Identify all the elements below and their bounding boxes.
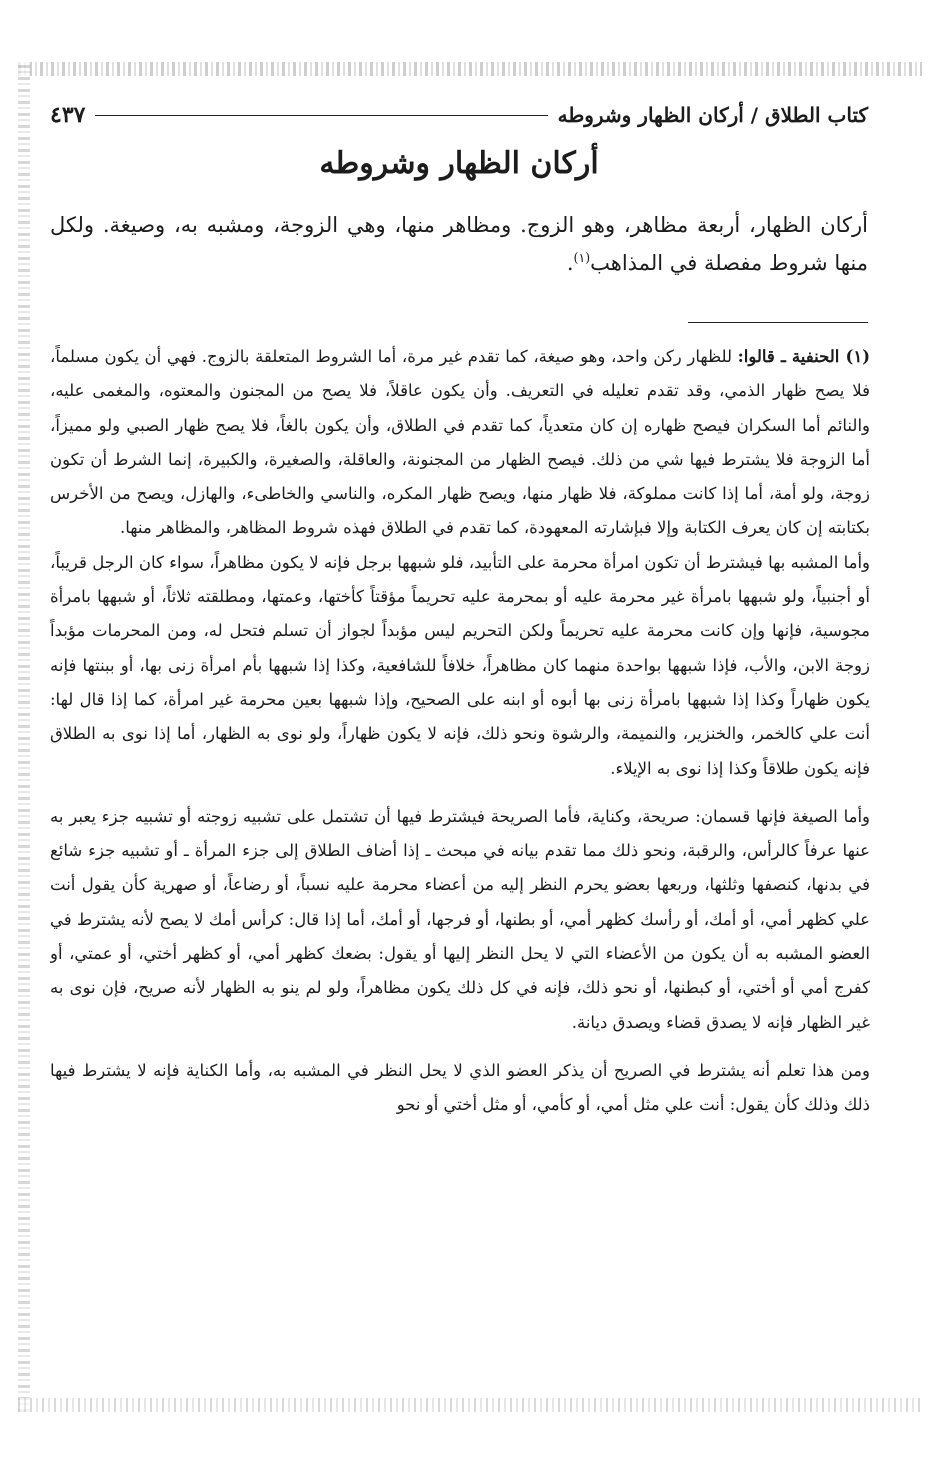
footnote-reference[interactable]: (١) — [573, 250, 591, 265]
footnote-paragraph-2: وأما المشبه بها فيشترط أن تكون امرأة محرمة على التأبيد، فلو شبهها برجل فإنه لا يكون مظاهراً، سواء كان الرجل قريباً، أو أجنبياً، ولو شبهها بامرأة غير محرمة عليه أو بمحرمة عليه تحريماً مؤقتاً كأختها، وعمتها، ومطلقته ثلاثاً، أو شبهها بامرأة مجوسية، فإنها وإن كانت محرمة عليه تحريماً ولكن التحريم ليس مؤبداً لجواز أن تسلم فتحل له، ومن المحرمات مؤبداً زوجة الابن، والأب، فإذا شبهها بواحدة منهما كان مظاهراً، خلافاً للشافعية، وكذا إذا شبهها بأم امرأة زنى بها، أو ببنتها فإنه يكون ظهاراً وكذا إذا شبهها بامرأة زنى بها أبوه أو ابنه على الصحيح، وإذا شبهها بعين محرمة غير امرأة، كما إذا قال لها: أنت علي كالخمر، والخنزير، والنميمة، والرشوة ونحو ذلك، فإنه لا يكون ظهاراً، ولو نوى به الظهار، أما إذا نوى به الطلاق فإنه يكون طلاقاً وكذا إذا نوى به الإيلاء. — [50, 552, 870, 778]
decorative-border-left — [18, 62, 30, 1412]
footnote-paragraph-1 — [50, 340, 870, 546]
running-title: كتاب الطلاق / أركان الظهار وشروطه — [557, 103, 868, 127]
intro-text: أركان الظهار، أربعة مظاهر، وهو الزوج. ومظاهر منها، وهي الزوجة، ومشبه به، وصيغة. ولكل منها شروط مفصلة في المذاهب — [50, 213, 868, 275]
section-title: أركان الظهار وشروطه — [319, 146, 599, 181]
footnote-paragraph-3: وأما الصيغة فإنها قسمان: صريحة، وكناية، فأما الصريحة فيشترط فيها أن تشتمل على تشبيه زوجته أو تشبيه جزء يعبر به عنها عرفاً كالرأس، والرقبة، ونحو ذلك مما تقدم بيانه في مبحث ـ إذا أضاف الطلاق إلى جزء المرأة ـ أو تشبيه جزء شائع في بدنها، كنصفها وثلثها، وربعها بعضو يحرم النظر إليه من أعضاء محرمة عليه نسباً، أو رضاعاً، أو صهرية كأن يقول أنت علي كظهر أمي، أو أمك، أو رأسك كظهر أمي، أو بطنها، أو فرجها، أو أمك، أما إذا قال: كرأس أمك لا يصح لأنه يشترط في العضو المشبه به أن يكون من الأعضاء التي لا يحل النظر إليها أو يقول: بضعك كظهر أمي، أو كظهر أختي، أو عمتي، أو كفرج أمي أو أختي، أو كبطنها، أو نحو ذلك، فإنه في كل ذلك يكون مظاهراً، ولو لم ينو به الظهار لأنه صريح، فإن نوى به غير الظهار فإنه لا يصدق قضاء ويصدق ديانة. — [50, 806, 870, 1032]
footnote-text-1: للظهار ركن واحد، وهو صيغة، كما تقدم غير مرة، أما الشروط المتعلقة بالزوج. فهي أن يكون مسلماً، فلا يصح ظهار الذمي، وقد تقدم تعليله في التعريف. وأن يكون عاقلاً، فلا يصح من المجنون والمعتوه، والمغمى عليه، والنائم أما السكران فيصح ظهاره إن كان متعدياً، كما تقدم في الطلاق، وأن يكون بالغاً، فلا يصح ظهار الصبي ولو مميزاً، أما الزوجة فلا يشترط فيها شي من ذلك. فيصح الظهار من المجنونة، والعاقلة، والصغيرة، والكبيرة، إنما الشرط أن تكون زوجة، ولو أمة، أما إذا كانت مملوكة، فلا ظهار منها، ويصح ظهار المكره، والناسي والخاطىء، والهازل، ويصح من الأخرس بكتابته إن كان يعرف الكتابة وإلا فبإشارته المعهودة، كما تقدم في الطلاق فهذه شروط المظاهر، والمظاهر منها. — [50, 347, 870, 538]
intro-end: . — [566, 251, 574, 275]
footnote-paragraph-4: ومن هذا تعلم أنه يشترط في الصريح أن يذكر العضو الذي لا يحل النظر في المشبه به، وأما الكناية فإنه لا يشترط فيها ذلك وذلك كأن يقول: أنت علي مثل أمي، أو كأمي، أو مثل أختي أو نحو — [50, 1060, 870, 1115]
page-number: ٤٣٧ — [50, 102, 86, 128]
decorative-border-bottom — [18, 1398, 922, 1412]
footnote-label: (١) الحنفية ـ قالوا: — [737, 347, 870, 366]
footnote-separator — [688, 322, 868, 323]
intro-paragraph — [50, 206, 868, 282]
footnote-block — [50, 340, 870, 1358]
running-header — [50, 98, 868, 132]
decorative-border-top — [18, 62, 922, 76]
header-rule — [95, 115, 547, 116]
